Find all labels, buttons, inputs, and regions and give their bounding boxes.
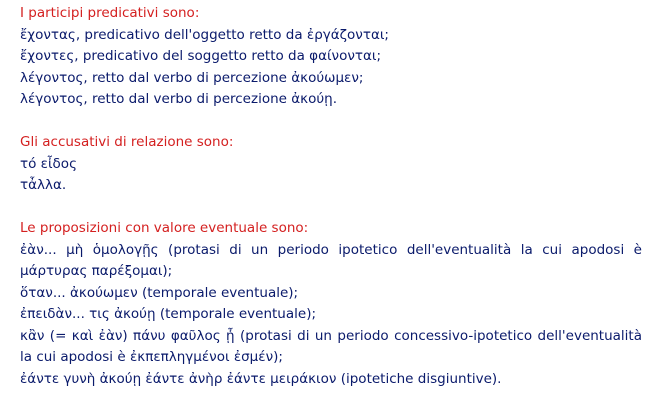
text-line: τό εἶδος: [20, 155, 77, 172]
text-line: ἐπειδὰν... τις ἀκούῃ (temporale eventuale);: [20, 306, 317, 322]
spacer: [20, 197, 642, 219]
section-heading: I participi predicativi sono:: [20, 5, 200, 21]
text-line: τἆλλα.: [20, 177, 67, 193]
text-line: ὅταν... ἀκούωμεν (temporale eventuale);: [20, 284, 299, 301]
text-line: ἔχοντας, predicativo dell'oggetto retto da ἐργάζονται;: [20, 26, 389, 43]
spacer: [20, 111, 642, 133]
text-line: λέγοντος, retto dal verbo di percezione ἀκούῃ.: [20, 91, 338, 107]
section-accusatives: [20, 132, 642, 197]
text-paragraph: κἂν (= καὶ ἐὰν) πάνυ φαῦλος ᾖ (protasi di un periodo concessivo-ipotetico dell'eventualità la cui apodosi è ἐκπεπληγμένοι ἐσμέν);: [20, 327, 642, 365]
text-line: ἔχοντες, predicativo del soggetto retto da φαίνονται;: [20, 48, 382, 64]
section-eventual-clauses: [20, 218, 642, 390]
section-heading: Le proposizioni con valore eventuale sono:: [20, 220, 309, 236]
text-line: ἐάντε γυνὴ ἀκούῃ ἐάντε ἀνὴρ ἐάντε μειράκιον (ipotetiche disgiuntive).: [20, 370, 502, 387]
section-heading: Gli accusativi di relazione sono:: [20, 134, 234, 150]
section-participles: [20, 3, 642, 111]
text-paragraph: ἐὰν... μὴ ὁμολογῇς (protasi di un periodo ipotetico dell'eventualità la cui apodosi è μάρτυρας παρέξομαι);: [20, 241, 642, 279]
text-line: λέγοντος, retto dal verbo di percezione ἀκούωμεν;: [20, 69, 364, 86]
document-body: [20, 3, 642, 390]
